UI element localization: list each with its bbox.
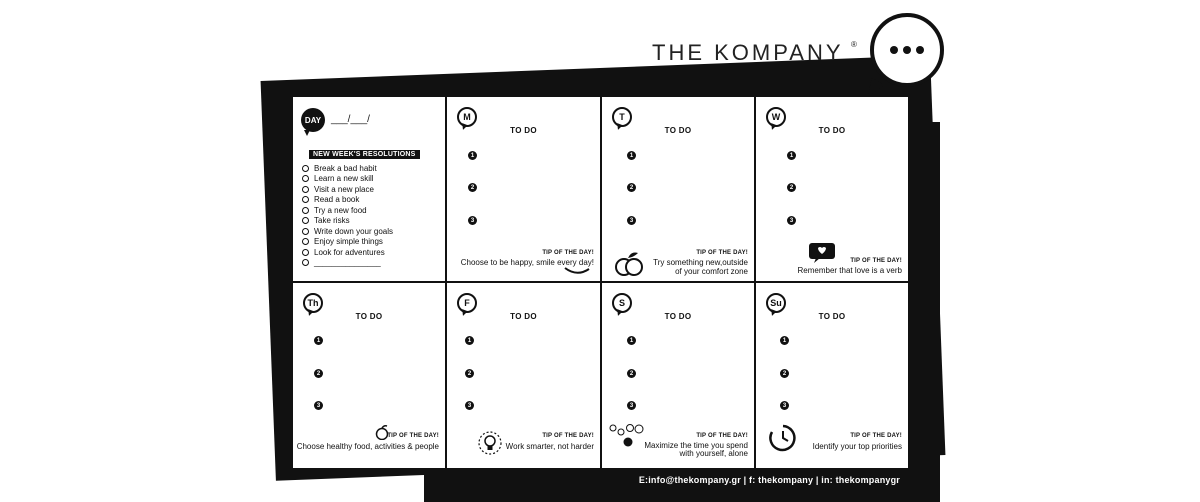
todo-number: 2 <box>314 369 323 378</box>
tip-label: TIP OF THE DAY! <box>387 433 439 439</box>
checkbox-icon[interactable] <box>302 217 309 224</box>
resolution-item[interactable]: Look for adventures <box>302 247 393 258</box>
todo-number: 3 <box>627 401 636 410</box>
todo-number: 1 <box>314 336 323 345</box>
todo-number: 1 <box>465 336 474 345</box>
resolution-item[interactable]: Write down your goals <box>302 226 393 237</box>
tip-label: TIP OF THE DAY! <box>696 250 748 256</box>
day-cell-friday <box>447 283 602 468</box>
tip-label: TIP OF THE DAY! <box>850 433 902 439</box>
brand-logo: THE KOMPANY <box>652 40 844 65</box>
date-field[interactable]: ___/___/ <box>331 114 370 125</box>
checkbox-icon[interactable] <box>302 228 309 235</box>
day-letter-bubble: W <box>766 107 786 127</box>
todo-heading: TO DO <box>355 312 383 321</box>
resolution-item[interactable]: _______________ <box>302 258 393 269</box>
resolution-item[interactable]: Try a new food <box>302 205 393 216</box>
registered-mark: ® <box>851 40 857 49</box>
day-badge: DAY <box>301 108 325 132</box>
todo-number: 1 <box>468 151 477 160</box>
todo-number: 2 <box>787 183 796 192</box>
day-letter-bubble: F <box>457 293 477 313</box>
resolution-item[interactable]: Learn a new skill <box>302 174 393 185</box>
todo-number: 2 <box>468 183 477 192</box>
tip-label: TIP OF THE DAY! <box>542 250 594 256</box>
clock-icon <box>768 423 798 453</box>
checkbox-icon[interactable] <box>302 196 309 203</box>
tip-text: Remember that love is a verb <box>797 266 902 275</box>
todo-number: 1 <box>627 336 636 345</box>
tip-text: Try something new,outside <box>653 258 748 267</box>
resolution-item[interactable]: Read a book <box>302 195 393 206</box>
resolutions-cell <box>293 97 447 283</box>
day-cell-wednesday <box>756 97 908 283</box>
todo-number: 1 <box>787 151 796 160</box>
chat-bubbles-icon <box>608 422 646 450</box>
todo-heading: TO DO <box>664 126 692 135</box>
day-cell-saturday <box>602 283 756 468</box>
day-letter-bubble: M <box>457 107 477 127</box>
tip-text: Identify your top priorities <box>812 442 902 451</box>
todo-number: 3 <box>468 216 477 225</box>
resolution-item[interactable]: Enjoy simple things <box>302 237 393 248</box>
todo-heading: TO DO <box>664 312 692 321</box>
todo-heading: TO DO <box>818 126 846 135</box>
tip-text: with yourself, alone <box>679 449 748 458</box>
resolution-item[interactable]: Visit a new place <box>302 184 393 195</box>
todo-heading: TO DO <box>818 312 846 321</box>
checkbox-icon[interactable] <box>302 238 309 245</box>
resolution-item[interactable]: Take risks <box>302 216 393 227</box>
day-letter-bubble: Su <box>766 293 786 313</box>
todo-number: 3 <box>627 216 636 225</box>
resolution-item[interactable]: Break a bad habit <box>302 163 393 174</box>
tip-text: of your comfort zone <box>675 267 748 276</box>
day-letter-bubble: T <box>612 107 632 127</box>
day-letter-bubble: Th <box>303 293 323 313</box>
smile-icon <box>564 267 590 275</box>
tip-text: Choose healthy food, activities & people <box>296 442 439 451</box>
checkbox-icon[interactable] <box>302 259 309 266</box>
resolutions-list <box>302 163 393 268</box>
todo-number: 2 <box>780 369 789 378</box>
tomato-icon <box>614 247 644 277</box>
checkbox-icon[interactable] <box>302 207 309 214</box>
weekly-planner <box>291 95 910 470</box>
day-cell-thursday <box>293 283 447 468</box>
checkbox-icon[interactable] <box>302 165 309 172</box>
tip-label: TIP OF THE DAY! <box>542 433 594 439</box>
resolutions-title: NEW WEEK'S RESOLUTIONS <box>309 150 420 159</box>
day-cell-monday <box>447 97 602 283</box>
todo-number: 3 <box>314 401 323 410</box>
checkbox-icon[interactable] <box>302 249 309 256</box>
todo-number: 1 <box>627 151 636 160</box>
todo-heading: TO DO <box>510 126 537 135</box>
tip-label: TIP OF THE DAY! <box>696 433 748 439</box>
todo-number: 3 <box>465 401 474 410</box>
todo-number: 1 <box>780 336 789 345</box>
speech-bubble-dots-icon <box>870 13 944 87</box>
heart-like-icon <box>808 242 836 264</box>
tip-text: Maximize the time you spend <box>644 441 748 450</box>
tip-text: Work smarter, not harder <box>505 442 594 451</box>
checkbox-icon[interactable] <box>302 175 309 182</box>
day-cell-tuesday <box>602 97 756 283</box>
tip-label: TIP OF THE DAY! <box>850 258 902 264</box>
todo-number: 2 <box>627 369 636 378</box>
todo-number: 3 <box>780 401 789 410</box>
todo-heading: TO DO <box>510 312 537 321</box>
lightbulb-icon <box>477 430 503 456</box>
todo-number: 2 <box>465 369 474 378</box>
todo-number: 3 <box>787 216 796 225</box>
tip-text: Choose to be happy, smile every day! <box>460 258 594 267</box>
contact-footer: E:info@thekompany.gr | f: thekompany | in: thekompanygr <box>638 475 900 485</box>
day-cell-sunday <box>756 283 908 468</box>
checkbox-icon[interactable] <box>302 186 309 193</box>
day-letter-bubble: S <box>612 293 632 313</box>
todo-number: 2 <box>627 183 636 192</box>
